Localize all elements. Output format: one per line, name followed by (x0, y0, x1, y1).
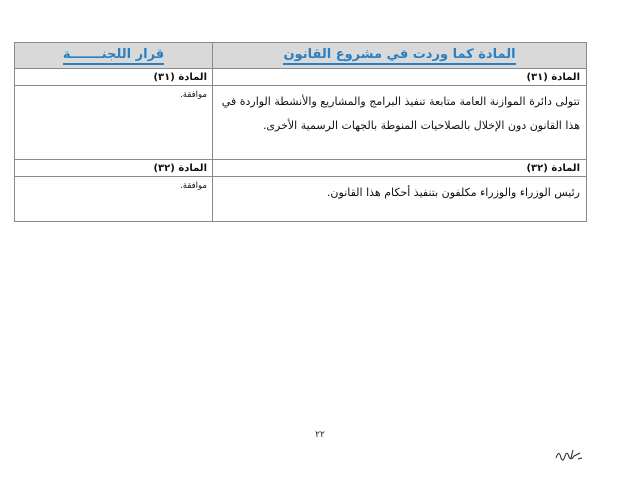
article-31-title-row (15, 69, 586, 86)
article-32-body-row (15, 177, 586, 221)
article-31-body-row (15, 86, 586, 160)
table-header (15, 43, 586, 69)
article-32-text: رئيس الوزراء والوزراء مكلفون بتنفيذ أحكام هذا القانون. (212, 177, 586, 221)
article-32-title-row (15, 160, 586, 177)
article-32-decision: موافقة. (180, 181, 207, 191)
header-committee-decision-label: قرار اللجنـــــــة (63, 47, 164, 65)
article-32-law-label: المادة (٣٢) (212, 160, 586, 176)
article-31-law-label: المادة (٣١) (212, 69, 586, 85)
article-31-decision: موافقة. (180, 90, 207, 100)
article-32-decision-label: المادة (٣٢) (153, 162, 207, 174)
header-law-article (212, 43, 586, 68)
article-31-decision-label: المادة (٣١) (153, 71, 207, 83)
page-number: ٢٢ (315, 430, 325, 440)
header-committee-decision (15, 43, 212, 68)
article-31-text: تتولى دائرة الموازنة العامة متابعة تنفيذ البرامج والمشاريع والأنشطة الواردة في هذا القانون دون الإخلال بالصلاحيات المنوطة بالجهات الرسمية الأخرى. (212, 86, 586, 159)
signature-mark (553, 443, 587, 465)
articles-table (14, 42, 587, 222)
header-law-article-label: المادة كما وردت في مشروع القانون (283, 47, 515, 65)
